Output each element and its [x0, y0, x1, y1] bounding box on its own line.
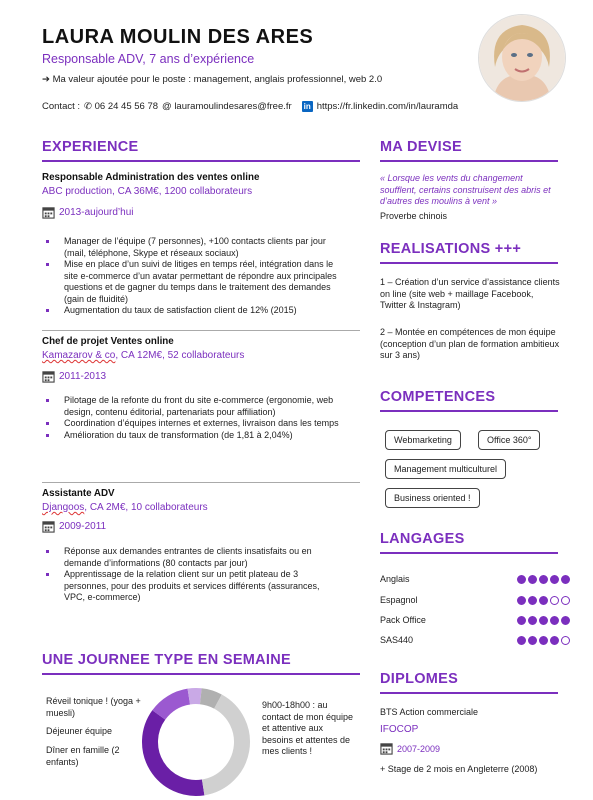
- linkedin-link[interactable]: https://fr.linkedin.com/in/lauramda: [316, 101, 459, 112]
- date-range: 2009-2011: [59, 521, 107, 532]
- language-name: Espagnol: [380, 595, 418, 605]
- work-hours-label: 9h00-18h00 : au contact de mon équipe et attentive aux besoins et attentes de mes clients !: [262, 700, 354, 756]
- level-dot-empty: [561, 596, 570, 605]
- level-dot-filled: [539, 616, 548, 625]
- linkedin-icon: in: [303, 102, 311, 111]
- company-name: Kamazarov & co: [42, 350, 116, 361]
- level-dot-filled: [539, 575, 548, 584]
- list-item: Pilotage de la refonte du front du site e-commerce (ergonomie, web design, contenu éditorial, partenariats pour affiliation): [42, 395, 342, 418]
- level-dot-filled: [550, 575, 559, 584]
- day-donut-chart: [140, 686, 252, 798]
- level-dot-filled: [528, 575, 537, 584]
- calendar-icon: [380, 742, 393, 755]
- realisations-rule: [380, 262, 558, 264]
- competences-heading: COMPETENCES: [380, 389, 496, 405]
- donut-segment-evening: [159, 697, 189, 715]
- level-dot-empty: [561, 636, 570, 645]
- language-level-dots: [517, 575, 570, 584]
- devise-heading: MA DEVISE: [380, 139, 462, 155]
- language-level-dots: [517, 596, 570, 605]
- job-achievements: [42, 236, 342, 317]
- motto-source: Proverbe chinois: [380, 211, 448, 221]
- level-dot-filled: [517, 616, 526, 625]
- job-divider: [42, 330, 360, 331]
- list-item: Coordination d’équipes internes et externes, livraison dans les temps: [42, 418, 342, 430]
- job-title: Responsable Administration des ventes online: [42, 172, 260, 183]
- profile-photo: [478, 14, 566, 102]
- contact-line: [42, 101, 458, 112]
- calendar-icon: [42, 520, 55, 533]
- list-item: Augmentation du taux de satisfaction client de 12% (2015): [42, 305, 342, 317]
- job-title: Assistante ADV: [42, 488, 115, 499]
- job-dates: [42, 370, 106, 383]
- morning-label: Réveil tonique ! (yoga + muesli): [46, 696, 141, 718]
- email-address[interactable]: @ lauramoulindesares@free.fr: [162, 101, 292, 112]
- degree-name: BTS Action commerciale: [380, 707, 479, 717]
- level-dot-filled: [561, 616, 570, 625]
- company-name: Djangoos: [42, 502, 85, 513]
- contact-label: Contact :: [42, 101, 81, 112]
- dinner-label: Dîner en famille (2 enfants): [46, 745, 120, 767]
- level-dot-filled: [550, 616, 559, 625]
- skill-pill: Management multiculturel: [385, 459, 506, 479]
- list-item: Réponse aux demandes entrantes de clients insatisfaits ou en demande d’informations (80 contacts par jour): [42, 546, 342, 569]
- language-level-dots: [517, 636, 570, 645]
- donut-segment-rest: [203, 702, 242, 788]
- diplomes-rule: [380, 692, 558, 694]
- realisation-item: 2 – Montée en compétences de mon équipe (conception d’un plan de formation ambitieux sur 3 ans): [380, 327, 560, 360]
- job-dates: [42, 520, 106, 533]
- level-dot-filled: [517, 596, 526, 605]
- date-range: 2011-2013: [59, 371, 107, 382]
- date-range: 2013-aujourd’hui: [59, 207, 134, 218]
- level-dot-filled: [528, 616, 537, 625]
- language-row: [380, 572, 570, 586]
- calendar-icon: [42, 206, 55, 219]
- job-divider: [42, 482, 360, 483]
- langages-rule: [380, 552, 558, 554]
- skill-pill: [385, 488, 480, 508]
- journee-heading: UNE JOURNEE TYPE EN SEMAINE: [42, 652, 292, 668]
- realisations-heading: REALISATIONS +++: [380, 241, 522, 257]
- experience-rule: [42, 160, 360, 162]
- language-row: [380, 633, 570, 647]
- degree-dates: [380, 742, 440, 755]
- date-range: 2007-2009: [397, 743, 441, 754]
- skill-pill: Office 360°: [478, 430, 540, 450]
- calendar-icon: [42, 370, 55, 383]
- level-dot-filled: [539, 636, 548, 645]
- language-name: Pack Office: [380, 615, 426, 625]
- job-company: [42, 350, 244, 361]
- candidate-name: LAURA MOULIN DES ARES: [42, 26, 314, 48]
- job-achievements: [42, 395, 342, 441]
- level-dot-empty: [550, 596, 559, 605]
- skill-pill-label: Business oriented !: [394, 493, 471, 503]
- list-item: Amélioration du taux de transformation (de 1,81 à 2,04%): [42, 430, 342, 442]
- company-details: , CA 2M€, 10 collaborateurs: [84, 502, 208, 513]
- level-dot-filled: [539, 596, 548, 605]
- journee-rule: [42, 673, 360, 675]
- phone-number: ✆ 06 24 45 56 78: [84, 101, 159, 112]
- job-company: [42, 502, 208, 513]
- donut-segment-lunch: [189, 696, 201, 697]
- donut-segment-morning: [201, 696, 218, 701]
- realisation-item: 1 – Création d’un service d’assistance clients on line (site web + maillage Facebook, Twitter & Instagram): [380, 277, 560, 310]
- experience-heading: EXPERIENCE: [42, 139, 139, 155]
- company-name: ABC production: [42, 186, 113, 197]
- company-details: , CA 12M€, 52 collaborateurs: [115, 350, 245, 361]
- level-dot-filled: [528, 596, 537, 605]
- level-dot-filled: [528, 636, 537, 645]
- job-dates: [42, 206, 134, 219]
- motto-quote: « Lorsque les vents du changement soufflent, certains construisent des abris et d’autres des moulins à vent »: [380, 173, 551, 206]
- language-level-dots: [517, 616, 570, 625]
- candidate-subtitle: Responsable ADV, 7 ans d’expérience: [42, 52, 255, 66]
- language-row: [380, 593, 570, 607]
- job-company: [42, 186, 252, 197]
- skill-pill: Webmarketing: [385, 430, 461, 450]
- list-item: Apprentissage de la relation client sur un petit plateau de 3 personnes, pour des produits et services différents (assurances, VPC, e-commerce): [42, 569, 342, 604]
- list-item: Mise en place d’un suivi de litiges en temps réel, intégration dans le site e-commerce d’un avatar permettant de répondre aux principales questions et de gagner du temps dans le traitement des demandes (gain de fluidité): [42, 259, 342, 305]
- competences-rule: [380, 410, 558, 412]
- langages-heading: LANGAGES: [380, 531, 465, 547]
- language-row: [380, 613, 570, 627]
- value-proposition: ➔ Ma valeur ajoutée pour le poste : management, anglais professionnel, web 2.0: [42, 74, 383, 85]
- level-dot-filled: [561, 575, 570, 584]
- level-dot-filled: [550, 636, 559, 645]
- internship-note: + Stage de 2 mois en Angleterre (2008): [380, 764, 538, 774]
- level-dot-filled: [517, 636, 526, 645]
- list-item: Manager de l’équipe (7 personnes), +100 contacts clients par jour (mail, téléphone, Skype et réseaux sociaux): [42, 236, 342, 259]
- company-details: , CA 36M€, 1200 collaborateurs: [112, 186, 253, 197]
- job-achievements: [42, 546, 342, 604]
- school-name: IFOCOP: [380, 724, 419, 735]
- language-name: Anglais: [380, 574, 410, 584]
- devise-rule: [380, 160, 558, 162]
- lunch-label: Déjeuner équipe: [46, 726, 113, 736]
- job-title: Chef de projet Ventes online: [42, 336, 174, 347]
- diplomes-heading: DIPLOMES: [380, 671, 459, 687]
- language-name: SAS440: [380, 635, 414, 645]
- donut-segment-work: [150, 715, 203, 788]
- level-dot-filled: [517, 575, 526, 584]
